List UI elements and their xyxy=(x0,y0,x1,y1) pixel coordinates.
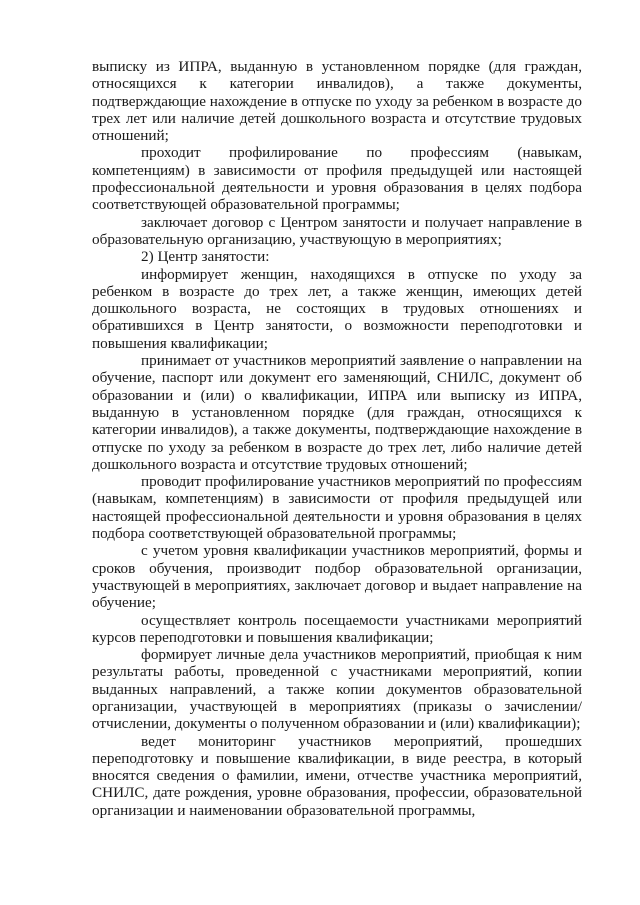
paragraph-accepts-documents: принимает от участников мероприятий заявление о направлении на обучение, паспорт или документ его заменяющий, СНИЛС, документ об образовании и (или) о квалификации, ИПРА или выписку из ИПРА, выданную в установленном порядке (для граждан, относящихся к категории инвалидов), а также документы, подтверждающие нахождение в отпуске по уходу за ребенком в возрасте до трех лет, либо наличие детей дошкольного возраста и отсутствие трудовых отношений; xyxy=(92,352,582,473)
document-body xyxy=(92,58,582,819)
paragraph-contract-applicant: заключает договор с Центром занятости и получает направление в образовательную организацию, участвующую в мероприятиях; xyxy=(92,213,582,248)
paragraph-profiling-applicant: проходит профилирование по профессиям (навыкам, компетенциям) в зависимости от профиля предыдущей или настоящей профессиональной деятельности и уровня образования в целях подбора соответствующей образовательной программы; xyxy=(92,144,582,214)
paragraph-personal-files: формирует личные дела участников мероприятий, приобщая к ним результаты работы, проведенной с участниками мероприятий, копии выданных направлений, а также копии документов образовательной организации, участвующей в мероприятиях (приказы о зачислении/отчислении, документы о полученном образовании и (или) квалификации); xyxy=(92,646,582,733)
paragraph-selects-organization: с учетом уровня квалификации участников мероприятий, формы и сроков обучения, производит подбор образовательной организации, участвующей в мероприятиях, заключает договор и выдает направление на обучение; xyxy=(92,542,582,612)
paragraph-ipra-continuation: выписку из ИПРА, выданную в установленном порядке (для граждан, относящихся к категории инвалидов), а также документы, подтверждающие нахождение в отпуске по уходу за ребенком в возрасте до трех лет или наличие детей дошкольного возраста и отсутствие трудовых отношений; xyxy=(92,58,582,145)
paragraph-section-heading: 2) Центр занятости: xyxy=(141,248,270,266)
paragraph-monitoring: ведет мониторинг участников мероприятий, прошедших переподготовку и повышение квалификации, в виде реестра, в который вносятся сведения о фамилии, имени, отчестве участника мероприятий, СНИЛС, дате рождения, уровне образования, профессии, образовательной организации и наименовании образовательной программы, xyxy=(92,732,582,819)
paragraph-profiling-center: проводит профилирование участников мероприятий по профессиям (навыкам, компетенциям) в зависимости от профиля предыдущей или настоящей профессиональной деятельности и уровня образования в целях подбора соответствующей образовательной программы; xyxy=(92,473,582,543)
paragraph-informs: информирует женщин, находящихся в отпуске по уходу за ребенком в возрасте до трех лет, а также женщин, имеющих детей дошкольного возраста, не состоящих в трудовых отношениях и обратившихся в Центр занятости, о возможности переподготовки и повышения квалификации; xyxy=(92,265,582,352)
paragraph-attendance-control: осуществляет контроль посещаемости участниками мероприятий курсов переподготовки и повышения квалификации; xyxy=(92,611,582,646)
